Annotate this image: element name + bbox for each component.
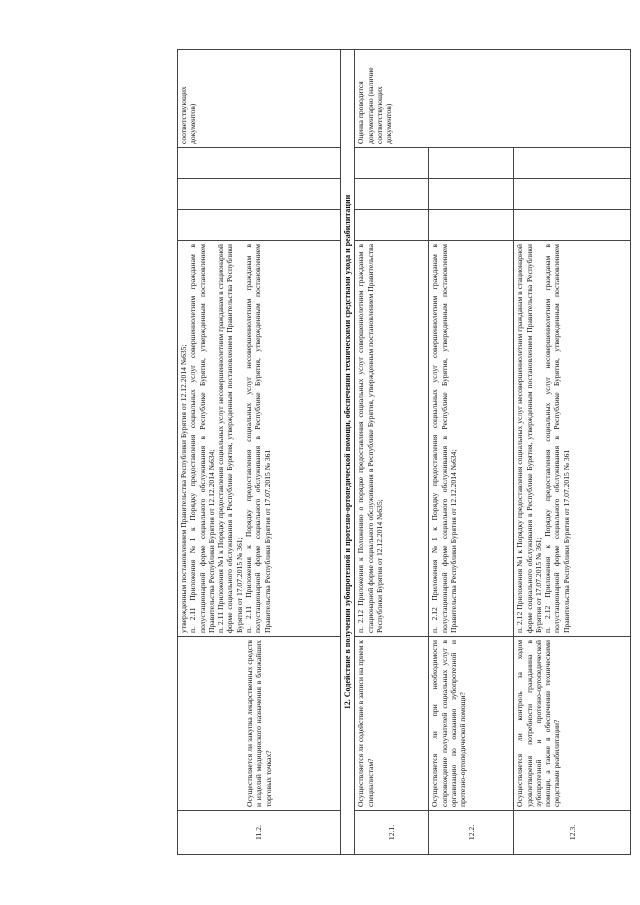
answer-na-cell <box>429 148 514 179</box>
reference-line: п. 2.12 Приложения №1 к Порядку предоставления социальных услуг совершеннолетним гражданам в полустационарной форме социального обслуживания в Республике Бурятия, утвержденным постановлением Правительства Республики Бурятия от 12.12.2014 №634; <box>430 244 458 633</box>
answer-na-cell <box>514 148 631 179</box>
note-cell: соответствующих документов) <box>178 50 341 148</box>
note-cell: Оценка проводится документарно (наличие соответствующих документов) <box>355 50 631 148</box>
rotated-page <box>177 50 634 855</box>
question-text: Осуществляется ли при необходимости сопровождение получателей социальных услуг в организацию по оказанию зубопротезной и протезно-ортопедической помощи? <box>429 637 514 811</box>
row-number: 12.3. <box>514 811 631 855</box>
row-number: 12.1. <box>355 811 429 855</box>
answer-na-cell <box>355 148 429 179</box>
answer-yes-cell <box>429 210 514 241</box>
section-title: 12. Содействие в получении зубопротезной и протезно-ортопедической помощи, обеспечении техническими средствами ухода и реабилитации <box>341 50 355 855</box>
answer-no-cell <box>355 179 429 210</box>
legal-reference <box>355 241 429 637</box>
answer-na-cell <box>178 148 341 179</box>
answer-no-cell <box>429 179 514 210</box>
row-number: 11.2. <box>178 811 341 855</box>
table-row-12-1 <box>355 50 429 855</box>
answer-yes-cell <box>178 210 341 241</box>
reference-line: п. 2.11 Приложения к Порядку предоставления социальных услуг несовершеннолетним гражданам в полустационарной форме социального обслуживания в Республике Бурятия, утвержденным постановлением Правительства Республики Бурятия от 17.07.2015 № 361 <box>244 244 272 633</box>
reference-line: п. 2.12 Приложения к Порядку предоставления социальных услуг несовершеннолетним гражданам в полустационарной форме социального обслуживания в Республике Бурятия, утвержденным постановлением Правительства Республики Бурятия от 17.07.2015 № 361 <box>543 244 571 633</box>
question-text: Осуществляется ли содействие в записи на прием к специалистам? <box>355 637 429 811</box>
section-header-row <box>341 50 355 855</box>
table-row-11-2 <box>178 50 341 855</box>
table-row-12-3 <box>514 50 631 855</box>
reference-line: п. 2.11 Приложения №1 к Порядку предоставления социальных услуг совершеннолетним гражданам в полустационарной форме социального обслуживания в Республике Бурятия, утвержденным постановлением Правительства Республики Бурятия от 12.12.2014 №634; <box>188 244 216 633</box>
question-text: Осуществляется ли контроль за ходом удовлетворения потребности гражданина в зубопротезной и протезно-ортопедической помощи, а также в обеспечении техническими средствами реабилитации? <box>514 637 631 811</box>
answer-yes-cell <box>355 210 429 241</box>
reference-line: п. 2.11 Приложения №1 к Порядку предоставления социальных услуг несовершеннолетним гражданам в стационарной форме социального обслуживания в Республике Бурятия, утвержденным постановлением Правительства Республики Бурятия от 17.07.2015 № 361; <box>216 244 244 633</box>
legal-reference <box>178 241 341 637</box>
inspection-checklist-table <box>177 49 631 855</box>
legal-reference <box>514 241 631 637</box>
row-number: 12.2. <box>429 811 514 855</box>
question-text: Осуществляется ли закупка лекарственных средств и изделий медицинского назначения в ближайших торговых точках? <box>178 637 341 811</box>
answer-no-cell <box>514 179 631 210</box>
legal-reference <box>429 241 514 637</box>
reference-line: утвержденным постановлением Правительства Республики Бурятия от 12.12.2014 №635; <box>179 344 188 633</box>
answer-no-cell <box>178 179 341 210</box>
answer-yes-cell <box>514 210 631 241</box>
reference-line: п. 2.12 Приложения к Положению о порядке предоставления социальных услуг совершеннолетним гражданам в стационарной форме социального обслуживания в Республике Бурятия, утвержденным постановлением Правительства Республики Бурятия от 12.12.2014 №635; <box>356 244 384 633</box>
table-row-12-2 <box>429 50 514 855</box>
reference-line: п. 2.12 Приложения №1 к Порядку предоставления социальных услуг несовершеннолетним гражданам в стационарной форме социального обслуживания в Республике Бурятия, утвержденным постановлением Правительства Республики Бурятия от 17.07.2015 № 361; <box>515 244 543 633</box>
